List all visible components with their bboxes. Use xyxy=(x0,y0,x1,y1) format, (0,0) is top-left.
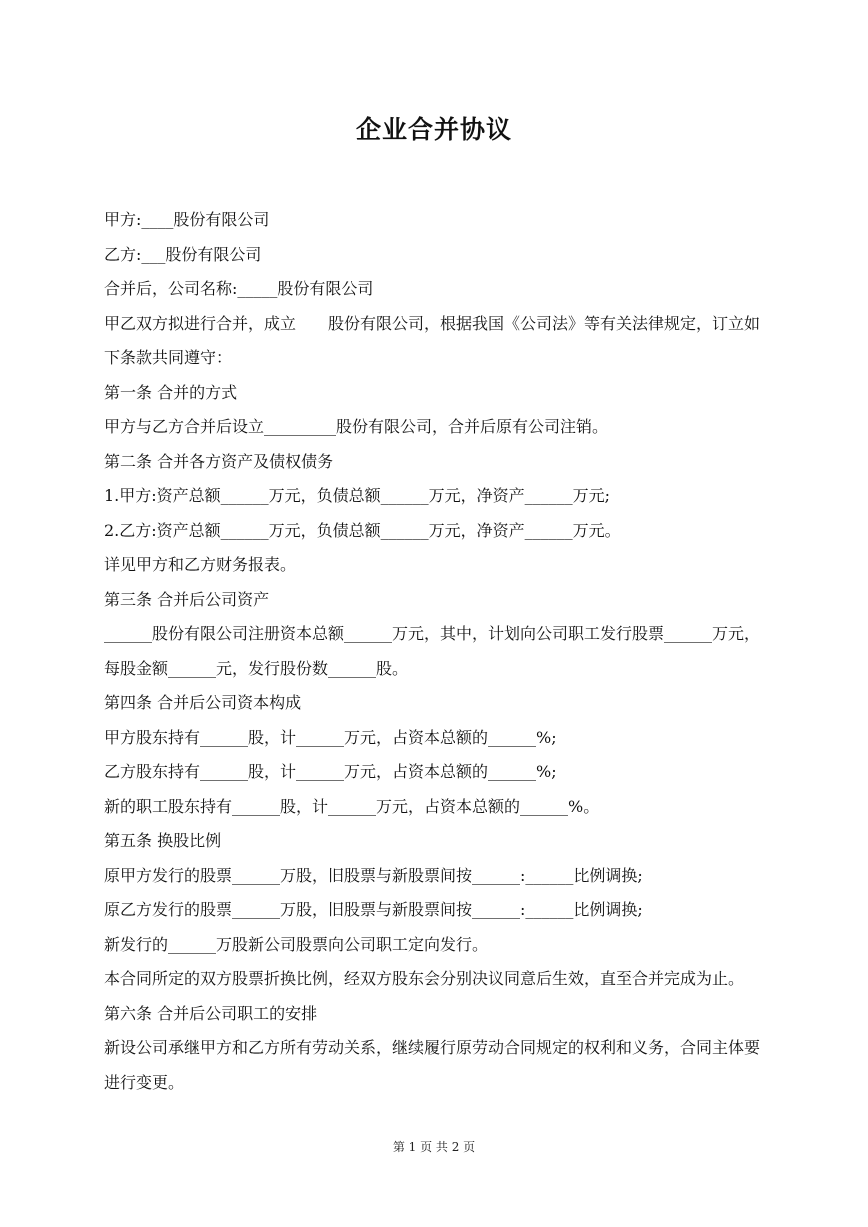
article-4-item-1: 甲方股东持有______股，计______万元，占资本总额的______%; xyxy=(104,727,557,747)
article-3-text: ______股份有限公司注册资本总额______万元，其中，计划向公司职工发行股票______万元，每股金额______元，发行股份数______股。 xyxy=(104,624,761,678)
merged-company-name-line: 合并后，公司名称:_____股份有限公司 xyxy=(104,279,374,298)
article-2-heading: 第二条 合并各方资产及债权债务 xyxy=(104,451,334,471)
article-3-heading: 第三条 合并后公司资产 xyxy=(104,589,270,609)
article-1-text: 甲方与乙方合并后设立_________股份有限公司，合并后原有公司注销。 xyxy=(104,417,609,436)
page-number: 第 1 页 共 2 页 xyxy=(392,1140,476,1154)
article-4-heading: 第四条 合并后公司资本构成 xyxy=(104,693,302,712)
article-2-item-1: 1.甲方:资产总额______万元，负债总额______万元，净资产______万元; xyxy=(104,486,611,505)
article-6-heading: 第六条 合并后公司职工的安排 xyxy=(104,1003,318,1023)
party-b-line: 乙方:___股份有限公司 xyxy=(104,244,262,264)
article-5-heading: 第五条 换股比例 xyxy=(104,831,222,850)
article-5-item-2: 原乙方发行的股票______万股，旧股票与新股票间按______:______比例调换; xyxy=(104,900,643,919)
article-5-note: 本合同所定的双方股票折换比例，经双方股东会分别决议同意后生效，直至合并完成为止。 xyxy=(104,969,745,988)
article-5-item-3: 新发行的______万股新公司股票向公司职工定向发行。 xyxy=(104,934,489,954)
preamble-paragraph: 甲乙双方拟进行合并，成立 股份有限公司，根据我国《公司法》等有关法律规定，订立如下条款共同遵守： xyxy=(104,313,761,367)
article-2-item-2: 2.乙方:资产总额______万元，负债总额______万元，净资产______万元。 xyxy=(104,520,621,540)
article-4-item-3: 新的职工股东持有______股，计______万元，占资本总额的______%。 xyxy=(104,796,600,816)
article-5-item-1: 原甲方发行的股票______万股，旧股票与新股票间按______:______比例调换; xyxy=(104,865,643,885)
document-body xyxy=(104,203,768,1100)
document-title: 企业合并协议 xyxy=(355,115,512,144)
article-4-item-2: 乙方股东持有______股，计______万元，占资本总额的______%; xyxy=(104,762,557,781)
article-6-text: 新设公司承继甲方和乙方所有劳动关系，继续履行原劳动合同规定的权利和义务，合同主体要进行变更。 xyxy=(104,1038,761,1092)
party-a-line: 甲方:____股份有限公司 xyxy=(104,210,270,229)
article-1-heading: 第一条 合并的方式 xyxy=(104,382,238,402)
article-2-note: 详见甲方和乙方财务报表。 xyxy=(104,555,297,574)
